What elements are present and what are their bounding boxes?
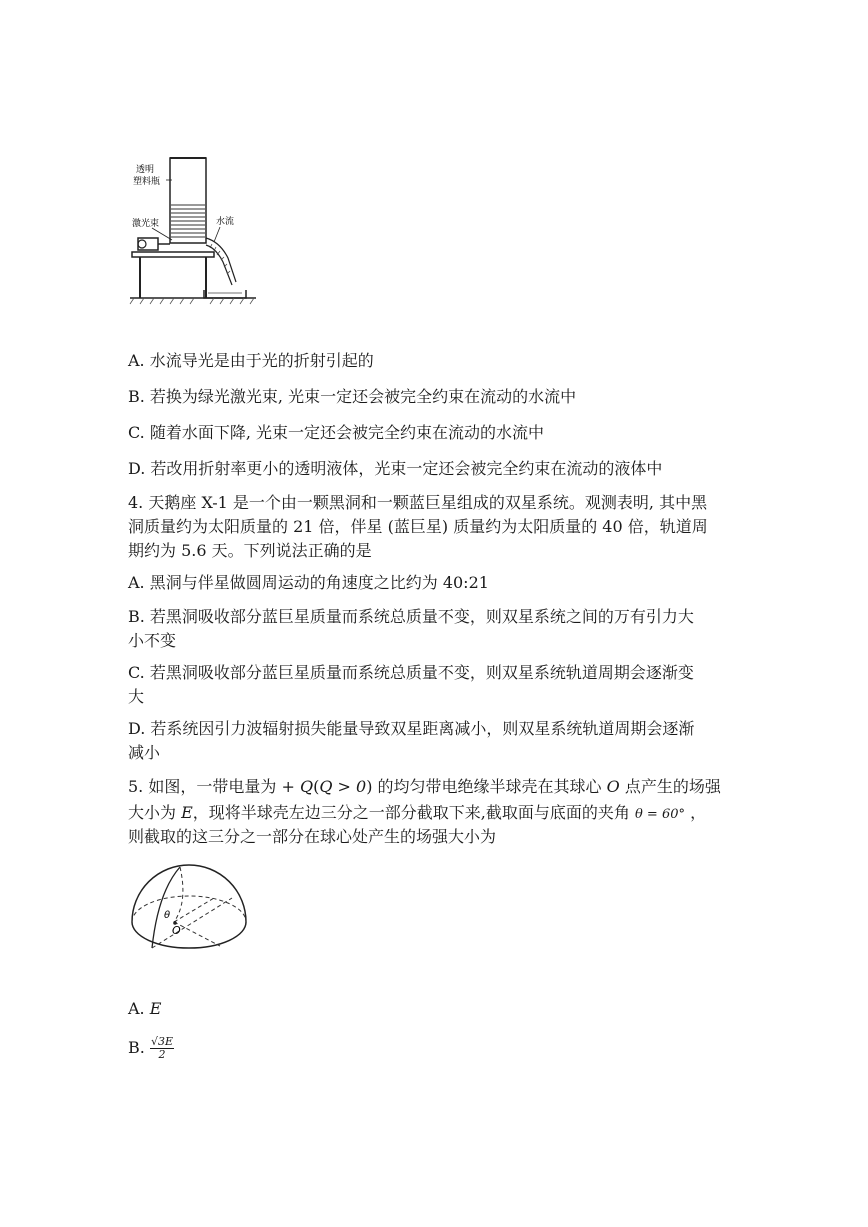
label-bottle-1: 透明	[136, 165, 155, 175]
q5-stem-line-1: 5. 如图，一带电量为 + Q(Q > 0) 的均匀带电绝缘半球壳在其球心 O 点产生的场强	[128, 777, 721, 796]
q3-option-d: D. 若改用折射率更小的透明液体，光束一定还会被完全约束在流动的液体中	[128, 459, 663, 478]
q5-option-a: A. E	[128, 999, 162, 1018]
q4-stem-line-2: 洞质量约为太阳质量的 21 倍，伴星 (蓝巨星) 质量约为太阳质量的 40 倍，轨道周	[128, 517, 708, 536]
q3-option-a: A. 水流导光是由于光的折射引起的	[128, 351, 374, 370]
q3-option-c: C. 随着水面下降, 光束一定还会被完全约束在流动的水流中	[128, 423, 545, 442]
label-laser: 激光束	[132, 219, 160, 229]
q4-option-c-line-1: C. 若黑洞吸收部分蓝巨星质量而系统总质量不变，则双星系统轨道周期会逐渐变	[128, 663, 694, 682]
figure-hemisphere	[128, 862, 250, 954]
q4-option-d-line-2: 减小	[128, 743, 161, 762]
q4-stem-line-3: 期约为 5.6 天。下列说法正确的是	[128, 541, 372, 560]
label-water: 水流	[216, 217, 235, 227]
q4-option-d-line-1: D. 若系统因引力波辐射损失能量导致双星距离减小，则双星系统轨道周期会逐渐	[128, 719, 695, 738]
q5-option-b: B. $\frac{√3E}{2}$	[128, 1035, 173, 1061]
q5-stem-line-2: 大小为 E，现将半球壳左边三分之一部分截取下来,截取面与底面的夹角 θ = 60° ，	[128, 803, 707, 822]
q4-option-b-line-2: 小不变	[128, 631, 177, 650]
figure-o-label: O	[172, 924, 181, 937]
fraction: $\frac{√3E}{2}$	[150, 1035, 173, 1061]
q5-stem-line-3: 则截取的这三分之一部分在球心处产生的场强大小为	[128, 827, 497, 846]
q4-option-c-line-2: 大	[128, 687, 145, 706]
q3-option-b: B. 若换为绿光激光束, 光束一定还会被完全约束在流动的水流中	[128, 387, 577, 406]
q4-option-a: A. 黑洞与伴星做圆周运动的角速度之比约为 40:21	[128, 573, 489, 592]
q4-stem-line-1: 4. 天鹅座 X-1 是一个由一颗黑洞和一颗蓝巨星组成的双星系统。观测表明, 其中黑	[128, 493, 708, 512]
figure-water-light-guide	[128, 150, 258, 310]
q4-option-b-line-1: B. 若黑洞吸收部分蓝巨星质量而系统总质量不变，则双星系统之间的万有引力大	[128, 607, 694, 626]
figure-theta-label: θ	[164, 910, 171, 921]
label-bottle-2: 塑料瓶	[133, 177, 161, 187]
